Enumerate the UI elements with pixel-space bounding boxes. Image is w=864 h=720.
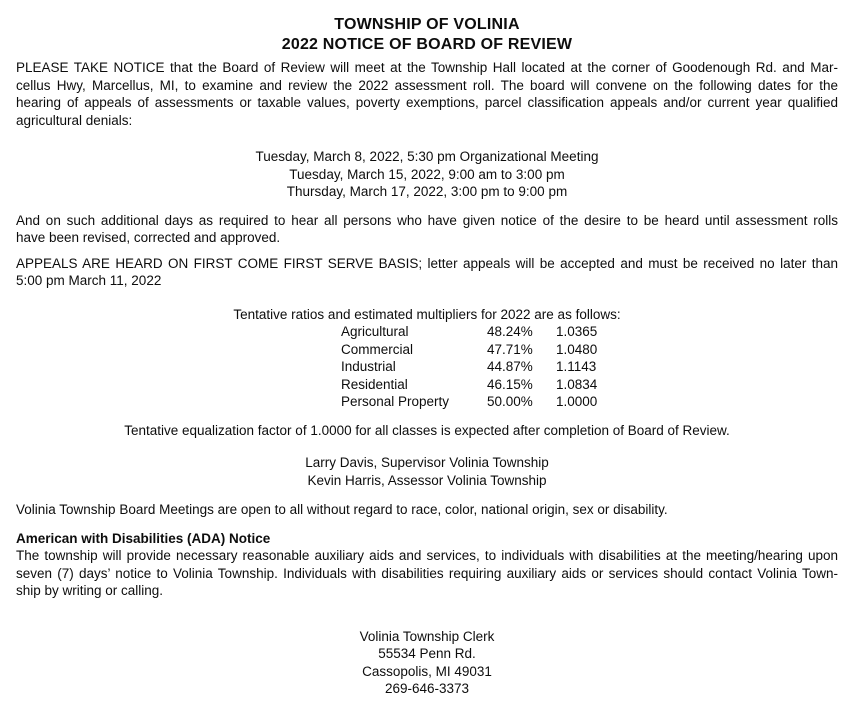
meeting-dates-line: Tuesday, March 15, 2022, 9:00 am to 3:00 pm [289, 166, 565, 182]
ada-heading [16, 530, 838, 548]
ratio-multiplier-value: 1.0834 [556, 376, 598, 392]
meeting-dates-line: Thursday, March 17, 2022, 3:00 pm to 9:00 pm [286, 184, 568, 199]
signatures-line: Kevin Harris, Assessor Volinia Township [307, 472, 547, 488]
ratio-category-label: Personal Property [341, 394, 450, 409]
intro-paragraph-line: hearing of appeals of assessments or taxable values, poverty exemptions, parcel classification appeals and/or current year qualified [16, 95, 838, 110]
meeting-dates [16, 148, 838, 201]
intro-paragraph-line: agricultural denials: [16, 112, 133, 128]
ada-paragraph [16, 547, 838, 600]
signatures [16, 454, 838, 489]
ratio-category-label: Agricultural [341, 324, 409, 339]
signatures-line: Larry Davis, Supervisor Volinia Township [305, 455, 549, 470]
notice-title [16, 15, 838, 55]
appeals-paragraph-line: APPEALS ARE HEARD ON FIRST COME FIRST SERVE BASIS; letter appeals will be accepted and must be received no later than [16, 255, 838, 271]
ratio-multiplier-value: 1.1143 [556, 359, 597, 374]
ratio-category-label: Commercial [341, 341, 414, 357]
ada-paragraph-line: ship by writing or calling. [16, 583, 164, 598]
ratio-percent-value: 44.87% [487, 359, 533, 374]
ratio-table-row [341, 393, 838, 411]
ratio-category-label: Residential [341, 376, 408, 392]
ratio-table-row [341, 358, 838, 376]
ratio-percent-value: 47.71% [487, 341, 533, 357]
additional-days-paragraph [16, 212, 838, 247]
equalization-note-line: Tentative equalization factor of 1.0000 for all classes is expected after completion of Board of Review. [124, 422, 730, 438]
clerk-contact-line: Volinia Township Clerk [359, 628, 495, 644]
notice-title-line: TOWNSHIP OF VOLINIA [334, 16, 520, 33]
additional-days-paragraph-line: have been revised, corrected and approved. [16, 230, 281, 245]
ada-paragraph-line: seven (7) days’ notice to Volinia Township. Individuals with disabilities requiring auxiliary aids or services should contact Volinia Town- [16, 565, 838, 581]
equalization-note [16, 422, 838, 440]
ratio-multiplier-value: 1.0365 [556, 324, 598, 339]
open-meetings-statement [16, 501, 838, 519]
intro-paragraph-line: PLEASE TAKE NOTICE that the Board of Review will meet at the Township Hall located at the corner of Goodenough Rd. and Mar- [16, 60, 838, 75]
clerk-contact-line: Cassopolis, MI 49031 [362, 663, 492, 679]
appeals-paragraph-line: 5:00 pm March 11, 2022 [16, 273, 162, 288]
clerk-contact-line: 269-646-3373 [384, 681, 470, 696]
ratio-table-row [341, 341, 838, 359]
ratios-intro [16, 306, 838, 324]
ratio-percent-value: 46.15% [487, 376, 533, 392]
ratio-multiplier-value: 1.0480 [556, 341, 598, 357]
ratio-multiplier-value: 1.0000 [556, 394, 598, 409]
clerk-contact-line: 55534 Penn Rd. [378, 646, 476, 661]
clerk-contact [16, 628, 838, 698]
notice-title-line: 2022 NOTICE OF BOARD OF REVIEW [281, 36, 573, 53]
ratio-table-row [341, 376, 838, 394]
ratio-table-row [341, 323, 838, 341]
appeals-paragraph [16, 255, 838, 290]
additional-days-paragraph-line: And on such additional days as required to hear all persons who have given notice of the desire to be heard until assessment rolls [16, 212, 838, 228]
intro-paragraph [16, 59, 838, 129]
ratio-percent-value: 48.24% [487, 324, 533, 339]
open-meetings-statement-line: Volinia Township Board Meetings are open to all without regard to race, color, national origin, sex or disability. [16, 502, 668, 517]
meeting-dates-line: Tuesday, March 8, 2022, 5:30 pm Organizational Meeting [255, 149, 599, 164]
ratio-category-label: Industrial [341, 359, 396, 374]
ratio-percent-value: 50.00% [487, 394, 533, 409]
intro-paragraph-line: cellus Hwy, Marcellus, MI, to examine and review the 2022 assessment roll. The board will convene on the following dates for the [16, 77, 838, 93]
ratios-table [341, 323, 838, 411]
ratios-intro-line: Tentative ratios and estimated multipliers for 2022 are as follows: [233, 306, 621, 322]
ada-paragraph-line: The township will provide necessary reasonable auxiliary aids and services, to individuals with disabilities at the meeting/hearing upon [16, 548, 838, 563]
ada-heading-line: American with Disabilities (ADA) Notice [16, 530, 271, 546]
